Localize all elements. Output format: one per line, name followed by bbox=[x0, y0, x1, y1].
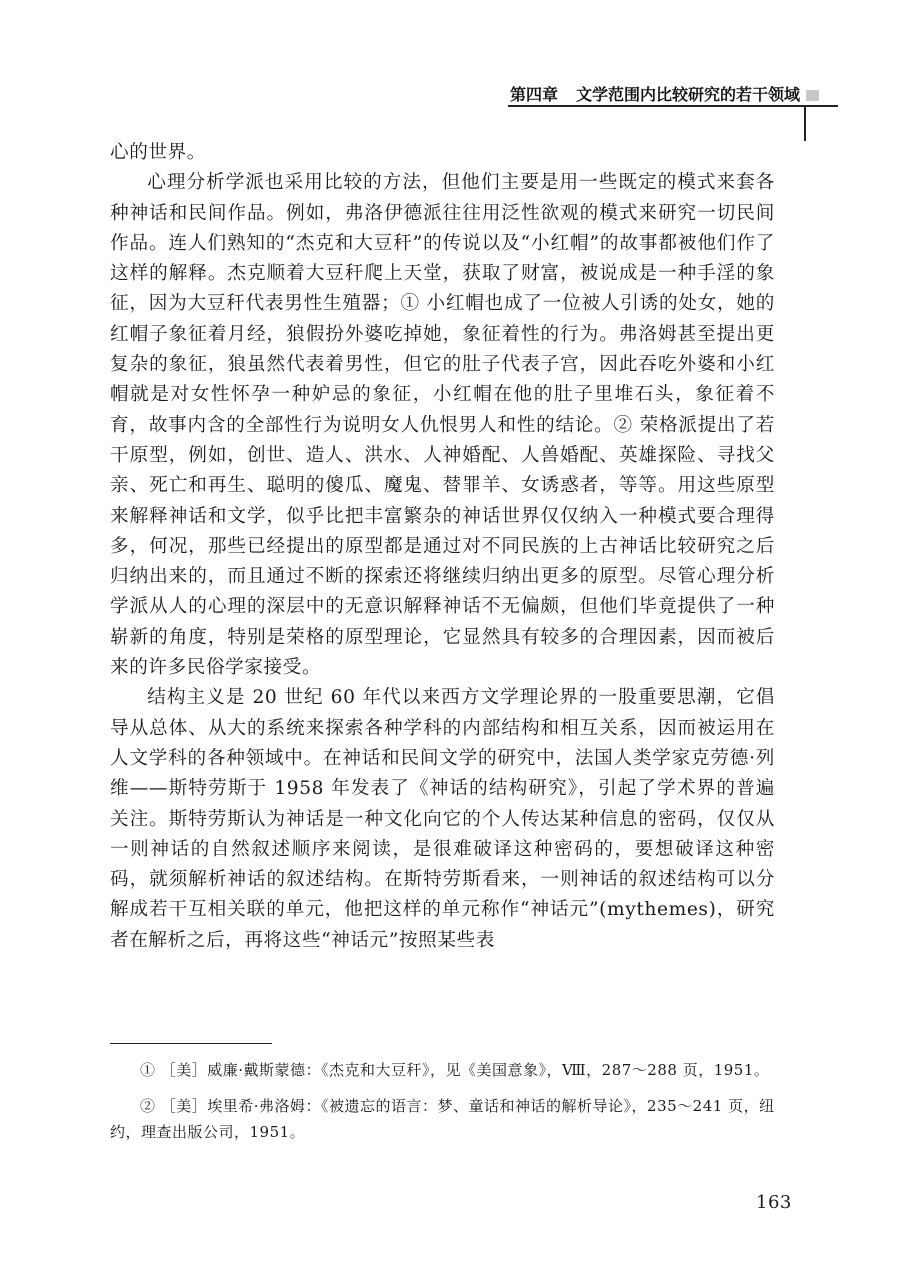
chapter-title: 文学范围内比较研究的若干领域 bbox=[576, 85, 801, 104]
footnote-2: ② ［美］埃里希·弗洛姆：《被遗忘的语言：梦、童话和神话的解析导论》，235～241 页，纽约，理查出版公司，1951。 bbox=[110, 1097, 775, 1141]
header-marker bbox=[806, 90, 819, 101]
paragraph-3: 结构主义是 20 世纪 60 年代以来西方文学理论界的一股重要思潮，它倡导从总体、从大的系统来探索各种学科的内部结构和相互关系，因而被运用在人文学科的各种领域中。在神话和民间文学的研究中，法国人类学家克劳德·列维——斯特劳斯于 1958 年发表了《神话的结构研究》，引起了学术界的普遍关注。斯特劳斯认为神话是一种文化向它的个人传达某种信息的密码，仅仅从一则神话的自然叙述顺序来阅读，是很难破译这种密码的，要想破译这种密码，就须解析神话的叙述结构。在斯特劳斯看来，一则神话的叙述结构可以分解成若干互相关联的单元，他把这样的单元称作“神话元”(mythemes)，研究者在解析之后，再将这些“神话元”按照某些表 bbox=[110, 687, 775, 951]
header-rule bbox=[508, 105, 838, 107]
footnotes bbox=[110, 1057, 775, 1155]
footnote-1: ① ［美］威廉·戴斯蒙德：《杰克和大豆秆》，见《美国意象》，Ⅷ，287～288 页，1951。 bbox=[140, 1061, 770, 1079]
running-header bbox=[510, 82, 819, 105]
footnote-rule bbox=[110, 1043, 272, 1044]
page-number: 163 bbox=[756, 1192, 792, 1213]
chapter-number: 第四章 bbox=[510, 85, 559, 104]
paragraph-1: 心的世界。 bbox=[110, 142, 206, 163]
body-text bbox=[110, 138, 775, 956]
paragraph-2: 心理分析学派也采用比较的方法，但他们主要是用一些既定的模式来套各种神话和民间作品。例如，弗洛伊德派往往用泛性欲观的模式来研究一切民间作品。连人们熟知的“杰克和大豆秆”的传说以及“小红帽”的故事都被他们作了这样的解释。杰克顺着大豆秆爬上天堂，获取了财富，被说成是一种手淫的象征，因为大豆秆代表男性生殖器；① 小红帽也成了一位被人引诱的处女，她的红帽子象征着月经，狼假扮外婆吃掉她，象征着性的行为。弗洛姆甚至提出更复杂的象征，狼虽然代表着男性，但它的肚子代表子宫，因此吞吃外婆和小红帽就是对女性怀孕一种妒忌的象征，小红帽在他的肚子里堆石头，象征着不育，故事内含的全部性行为说明女人仇恨男人和性的结论。② 荣格派提出了若干原型，例如，创世、造人、洪水、人神婚配、人兽婚配、英雄探险、寻找父亲、死亡和再生、聪明的傻瓜、魔鬼、替罪羊、女诱惑者，等等。用这些原型来解释神话和文学，似乎比把丰富繁杂的神话世界仅仅纳入一种模式要合理得多，何况，那些已经提出的原型都是通过对不同民族的上古神话比较研究之后归纳出来的，而且通过不断的探索还将继续归纳出更多的原型。尽管心理分析学派从人的心理的深层中的无意识解释神话不无偏颇，但他们毕竟提供了一种崭新的角度，特别是荣格的原型理论，它显然具有较多的合理因素，因而被后来的许多民俗学家接受。 bbox=[110, 172, 775, 679]
header-tick bbox=[804, 105, 806, 141]
